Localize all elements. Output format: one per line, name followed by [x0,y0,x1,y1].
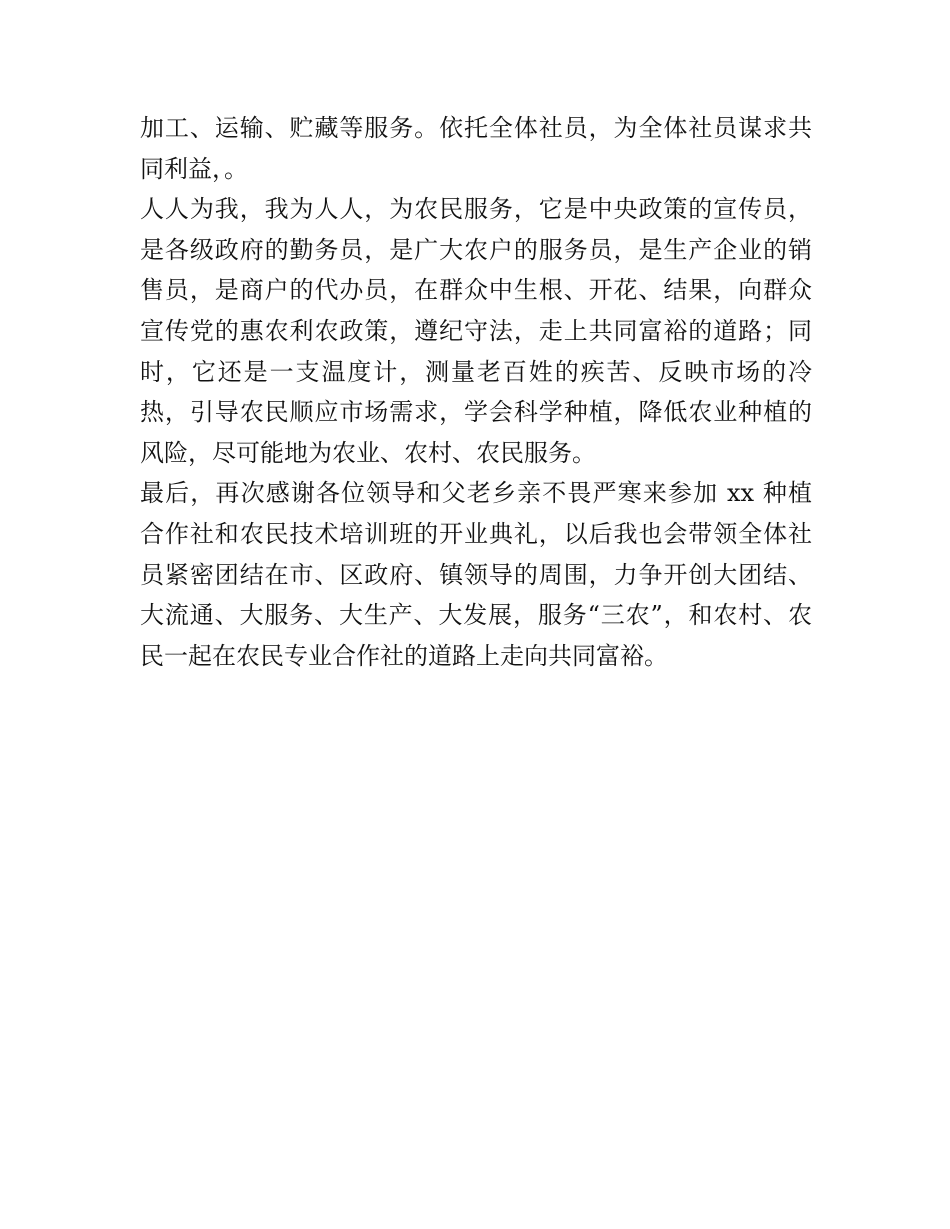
text-line: 热，引导农民顺应市场需求，学会科学种植，降低农业种植的 [140,398,812,427]
text-line: 宣传党的惠农利农政策，遵纪守法，走上共同富裕的道路；同 [140,316,812,345]
text-line: 售员，是商户的代办员，在群众中生根、开花、结果，向群众 [140,276,812,305]
text-line: 合作社和农民技术培训班的开业典礼，以后我也会带领全体社 [140,519,812,548]
body-text [140,108,812,676]
text-line: 人人为我，我为人人，为农民服务，它是中央政策的宣传员， [140,195,812,224]
text-line: 大流通、大服务、大生产、大发展，服务“三农”，和农村、农 [140,601,812,630]
text-line: 最后，再次感谢各位领导和父老乡亲不畏严寒来参加 xx 种植 [140,479,812,508]
text-line: 风险，尽可能地为农业、农村、农民服务。 [140,438,596,467]
text-line: 时，它还是一支温度计，测量老百姓的疾苦、反映市场的冷 [140,357,812,386]
text-line: 加工、运输、贮藏等服务。依托全体社员，为全体社员谋求共 [140,114,812,142]
text-line: 是各级政府的勤务员，是广大农户的服务员，是生产企业的销 [140,235,812,264]
text-line: 员紧密团结在市、区政府、镇领导的周围，力争开创大团结、 [140,560,812,589]
text-line: 民一起在农民专业合作社的道路上走向共同富裕。 [140,641,668,670]
text-line: 同利益，。 [140,154,248,183]
